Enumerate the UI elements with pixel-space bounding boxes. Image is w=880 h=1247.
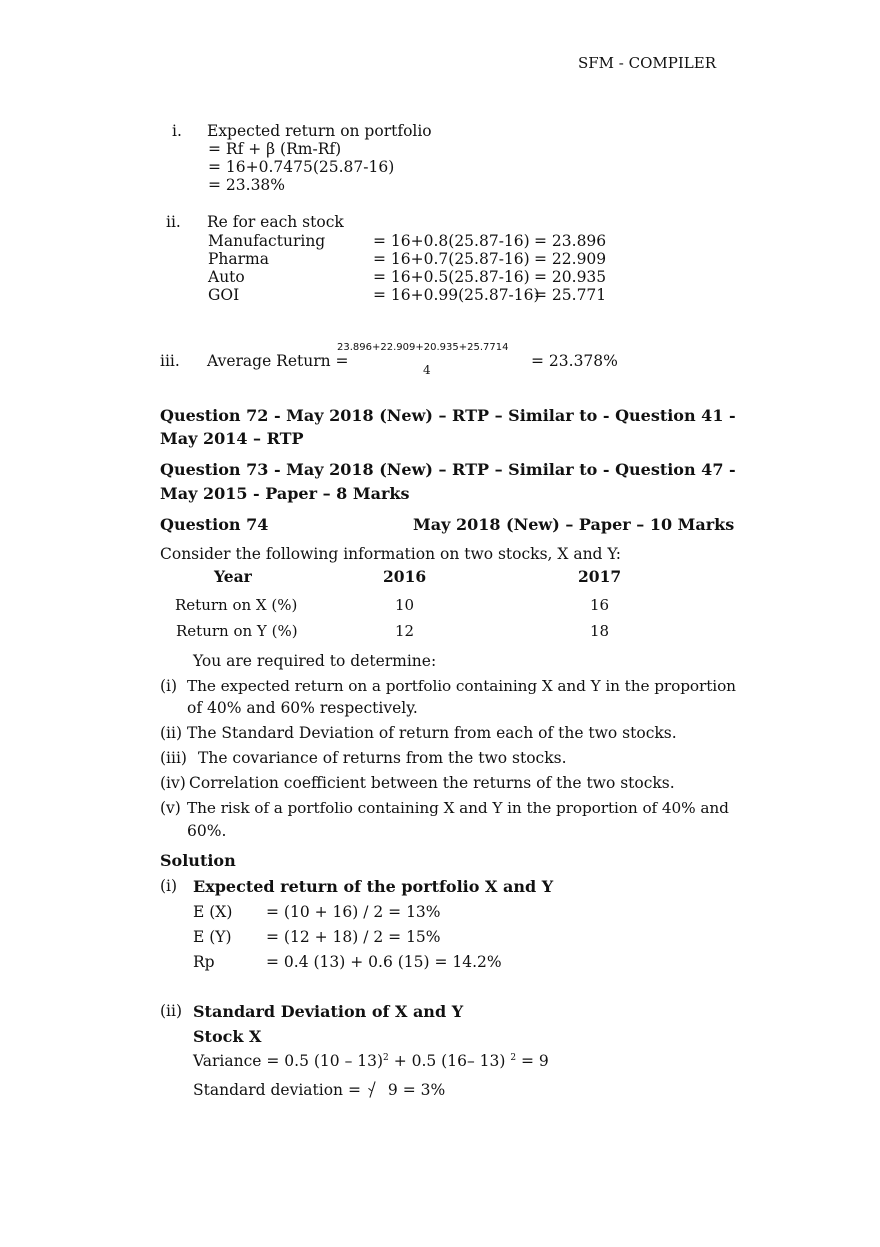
item-text: The risk of a portfolio containing X and Y in the proportion of 40% and (187, 799, 729, 817)
average-numerator: 23.896+22.909+20.935+25.7714 (337, 342, 509, 353)
table-row-label: Return on X (%) (175, 596, 298, 614)
item-number: (ii) (160, 724, 183, 742)
item-text-cont: of 40% and 60% respectively. (187, 699, 418, 717)
table-row-label: Return on Y (%) (176, 622, 298, 640)
part-i-line: = 23.38% (208, 176, 286, 194)
item-number: (v) (160, 799, 181, 817)
part-i-line: = Rf + β (Rm-Rf) (208, 140, 342, 158)
part-ii-title: Re for each stock (207, 213, 344, 231)
stock-result: = 20.935 (534, 268, 607, 286)
part-iii-number: iii. (160, 352, 180, 370)
solution-heading: Solution (160, 851, 236, 870)
question-73-heading-cont: May 2015 - Paper – 8 Marks (160, 484, 410, 503)
average-result: = 23.378% (531, 352, 618, 370)
solution-row-value: = (12 + 18) / 2 = 15% (266, 928, 441, 946)
part-ii-number: ii. (166, 213, 181, 231)
variance-part-b: + 0.5 (16– 13) (388, 1052, 511, 1070)
required-text: You are required to determine: (193, 652, 437, 670)
table-cell: 10 (395, 596, 415, 614)
question-72-heading: Question 72 - May 2018 (New) – RTP – Similar to - Question 41 - (160, 406, 736, 425)
item-number: (iii) (160, 749, 187, 767)
question-74-intro: Consider the following information on two stocks, X and Y: (160, 545, 621, 563)
stock-name: Pharma (208, 250, 270, 268)
question-74-marks: May 2018 (New) – Paper – 10 Marks (413, 515, 735, 534)
item-text-cont: 60%. (187, 822, 227, 840)
variance-part-c: = 9 (516, 1052, 549, 1070)
stock-name: Manufacturing (208, 232, 326, 250)
variance-exponent: 2 (383, 1053, 389, 1063)
stock-result: = 22.909 (534, 250, 607, 268)
stock-result: = 23.896 (534, 232, 607, 250)
solution-row-label: E (X) (193, 903, 233, 921)
solution-part-title: Standard Deviation of X and Y (193, 1002, 464, 1021)
question-73-heading: Question 73 - May 2018 (New) – RTP – Similar to - Question 47 - (160, 460, 736, 479)
variance-part-a: Variance = 0.5 (10 – 13) (193, 1052, 384, 1070)
stock-x-subtitle: Stock X (193, 1027, 262, 1046)
stock-name: GOI (208, 286, 240, 304)
table-header-year: Year (214, 567, 252, 586)
question-72-heading-cont: May 2014 – RTP (160, 429, 304, 448)
stock-formula: = 16+0.7(25.87-16) (373, 250, 530, 268)
sd-label: Standard deviation = (193, 1081, 361, 1099)
square-root-icon (366, 1080, 388, 1098)
stock-formula: = 16+0.99(25.87-16) (373, 286, 540, 304)
page-header: SFM - COMPILER (578, 54, 717, 72)
stock-formula: = 16+0.5(25.87-16) (373, 268, 530, 286)
table-cell: 12 (395, 622, 415, 640)
stock-name: Auto (208, 268, 245, 286)
item-text: Correlation coefficient between the returns of the two stocks. (189, 774, 675, 792)
sd-value: 9 = 3% (387, 1081, 446, 1099)
item-number: (i) (160, 677, 178, 695)
solution-part-title: Expected return of the portfolio X and Y (193, 877, 554, 896)
variance-exponent: 2 (510, 1053, 517, 1063)
average-denominator: 4 (423, 363, 431, 377)
standard-deviation-line (193, 1080, 445, 1100)
solution-part-number: (ii) (160, 1002, 183, 1020)
item-text: The expected return on a portfolio containing X and Y in the proportion (187, 677, 736, 695)
part-i-number: i. (172, 122, 182, 140)
item-text: The Standard Deviation of return from each of the two stocks. (187, 724, 677, 742)
part-i-line: = 16+0.7475(25.87-16) (208, 158, 395, 176)
table-header-2016: 2016 (383, 567, 427, 586)
solution-part-number: (i) (160, 877, 178, 895)
average-return-label: Average Return = (207, 352, 349, 370)
solution-row-label: Rp (193, 953, 215, 971)
part-i-title: Expected return on portfolio (207, 122, 432, 140)
item-number: (iv) (160, 774, 186, 792)
question-74-title: Question 74 (160, 515, 269, 534)
item-text: The covariance of returns from the two stocks. (198, 749, 567, 767)
solution-row-label: E (Y) (193, 928, 232, 946)
stock-result: = 25.771 (534, 286, 607, 304)
solution-row-value: = (10 + 16) / 2 = 13% (266, 903, 441, 921)
table-header-2017: 2017 (578, 567, 622, 586)
table-cell: 18 (590, 622, 610, 640)
solution-row-value: = 0.4 (13) + 0.6 (15) = 14.2% (266, 953, 502, 971)
stock-formula: = 16+0.8(25.87-16) (373, 232, 530, 250)
variance-formula (193, 1052, 549, 1071)
table-cell: 16 (590, 596, 610, 614)
